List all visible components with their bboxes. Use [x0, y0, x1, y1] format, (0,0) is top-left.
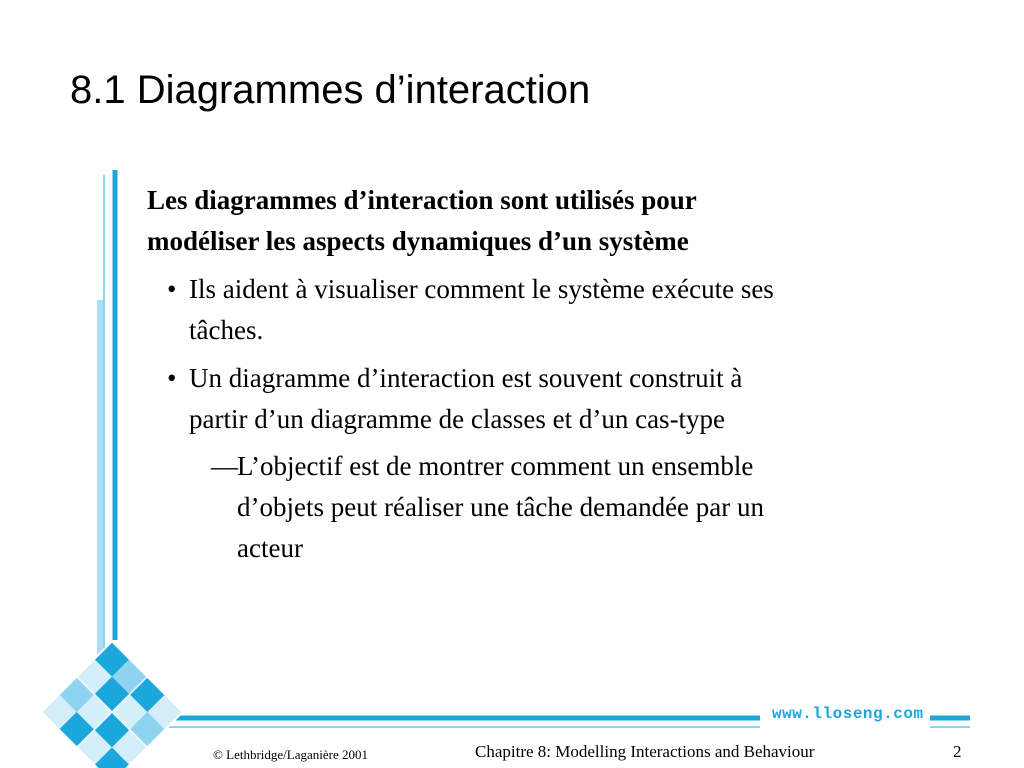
- sub-bullet-line: d’objets peut réaliser une tâche demandée par un: [237, 492, 765, 522]
- bullet-icon: •: [167, 274, 177, 304]
- chapter-label: Chapitre 8: Modelling Interactions and Behaviour: [475, 742, 815, 761]
- bullet-icon: •: [167, 363, 177, 393]
- bullet-line: Un diagramme d’interaction est souvent construit à: [189, 363, 743, 393]
- page-number: 2: [953, 742, 962, 761]
- dash-icon: —: [211, 451, 238, 481]
- copyright-text: © Lethbridge/Laganière 2001: [213, 747, 368, 762]
- sub-bullet-line: L’objectif est de montrer comment un ensemble: [237, 451, 754, 481]
- sub-bullet-item: [147, 446, 947, 569]
- slide-body: [147, 180, 947, 569]
- bullet-line: partir d’un diagramme de classes et d’un cas-type: [189, 404, 726, 434]
- sub-bullet-line: acteur: [237, 533, 303, 563]
- bullet-item: [147, 269, 947, 351]
- bullet-line: tâches.: [189, 315, 264, 345]
- tile-logo-icon: [41, 641, 182, 768]
- bullet-item: [147, 358, 947, 440]
- lead-line-1: Les diagrammes d’interaction sont utilisés pour: [147, 185, 697, 215]
- website-logo: www.lloseng.com: [772, 705, 924, 723]
- lead-paragraph: [147, 180, 947, 262]
- bullet-line: Ils aident à visualiser comment le système exécute ses: [189, 274, 774, 304]
- slide-title: 8.1 Diagrammes d’interaction: [70, 68, 591, 112]
- lead-line-2: modéliser les aspects dynamiques d’un système: [147, 226, 689, 256]
